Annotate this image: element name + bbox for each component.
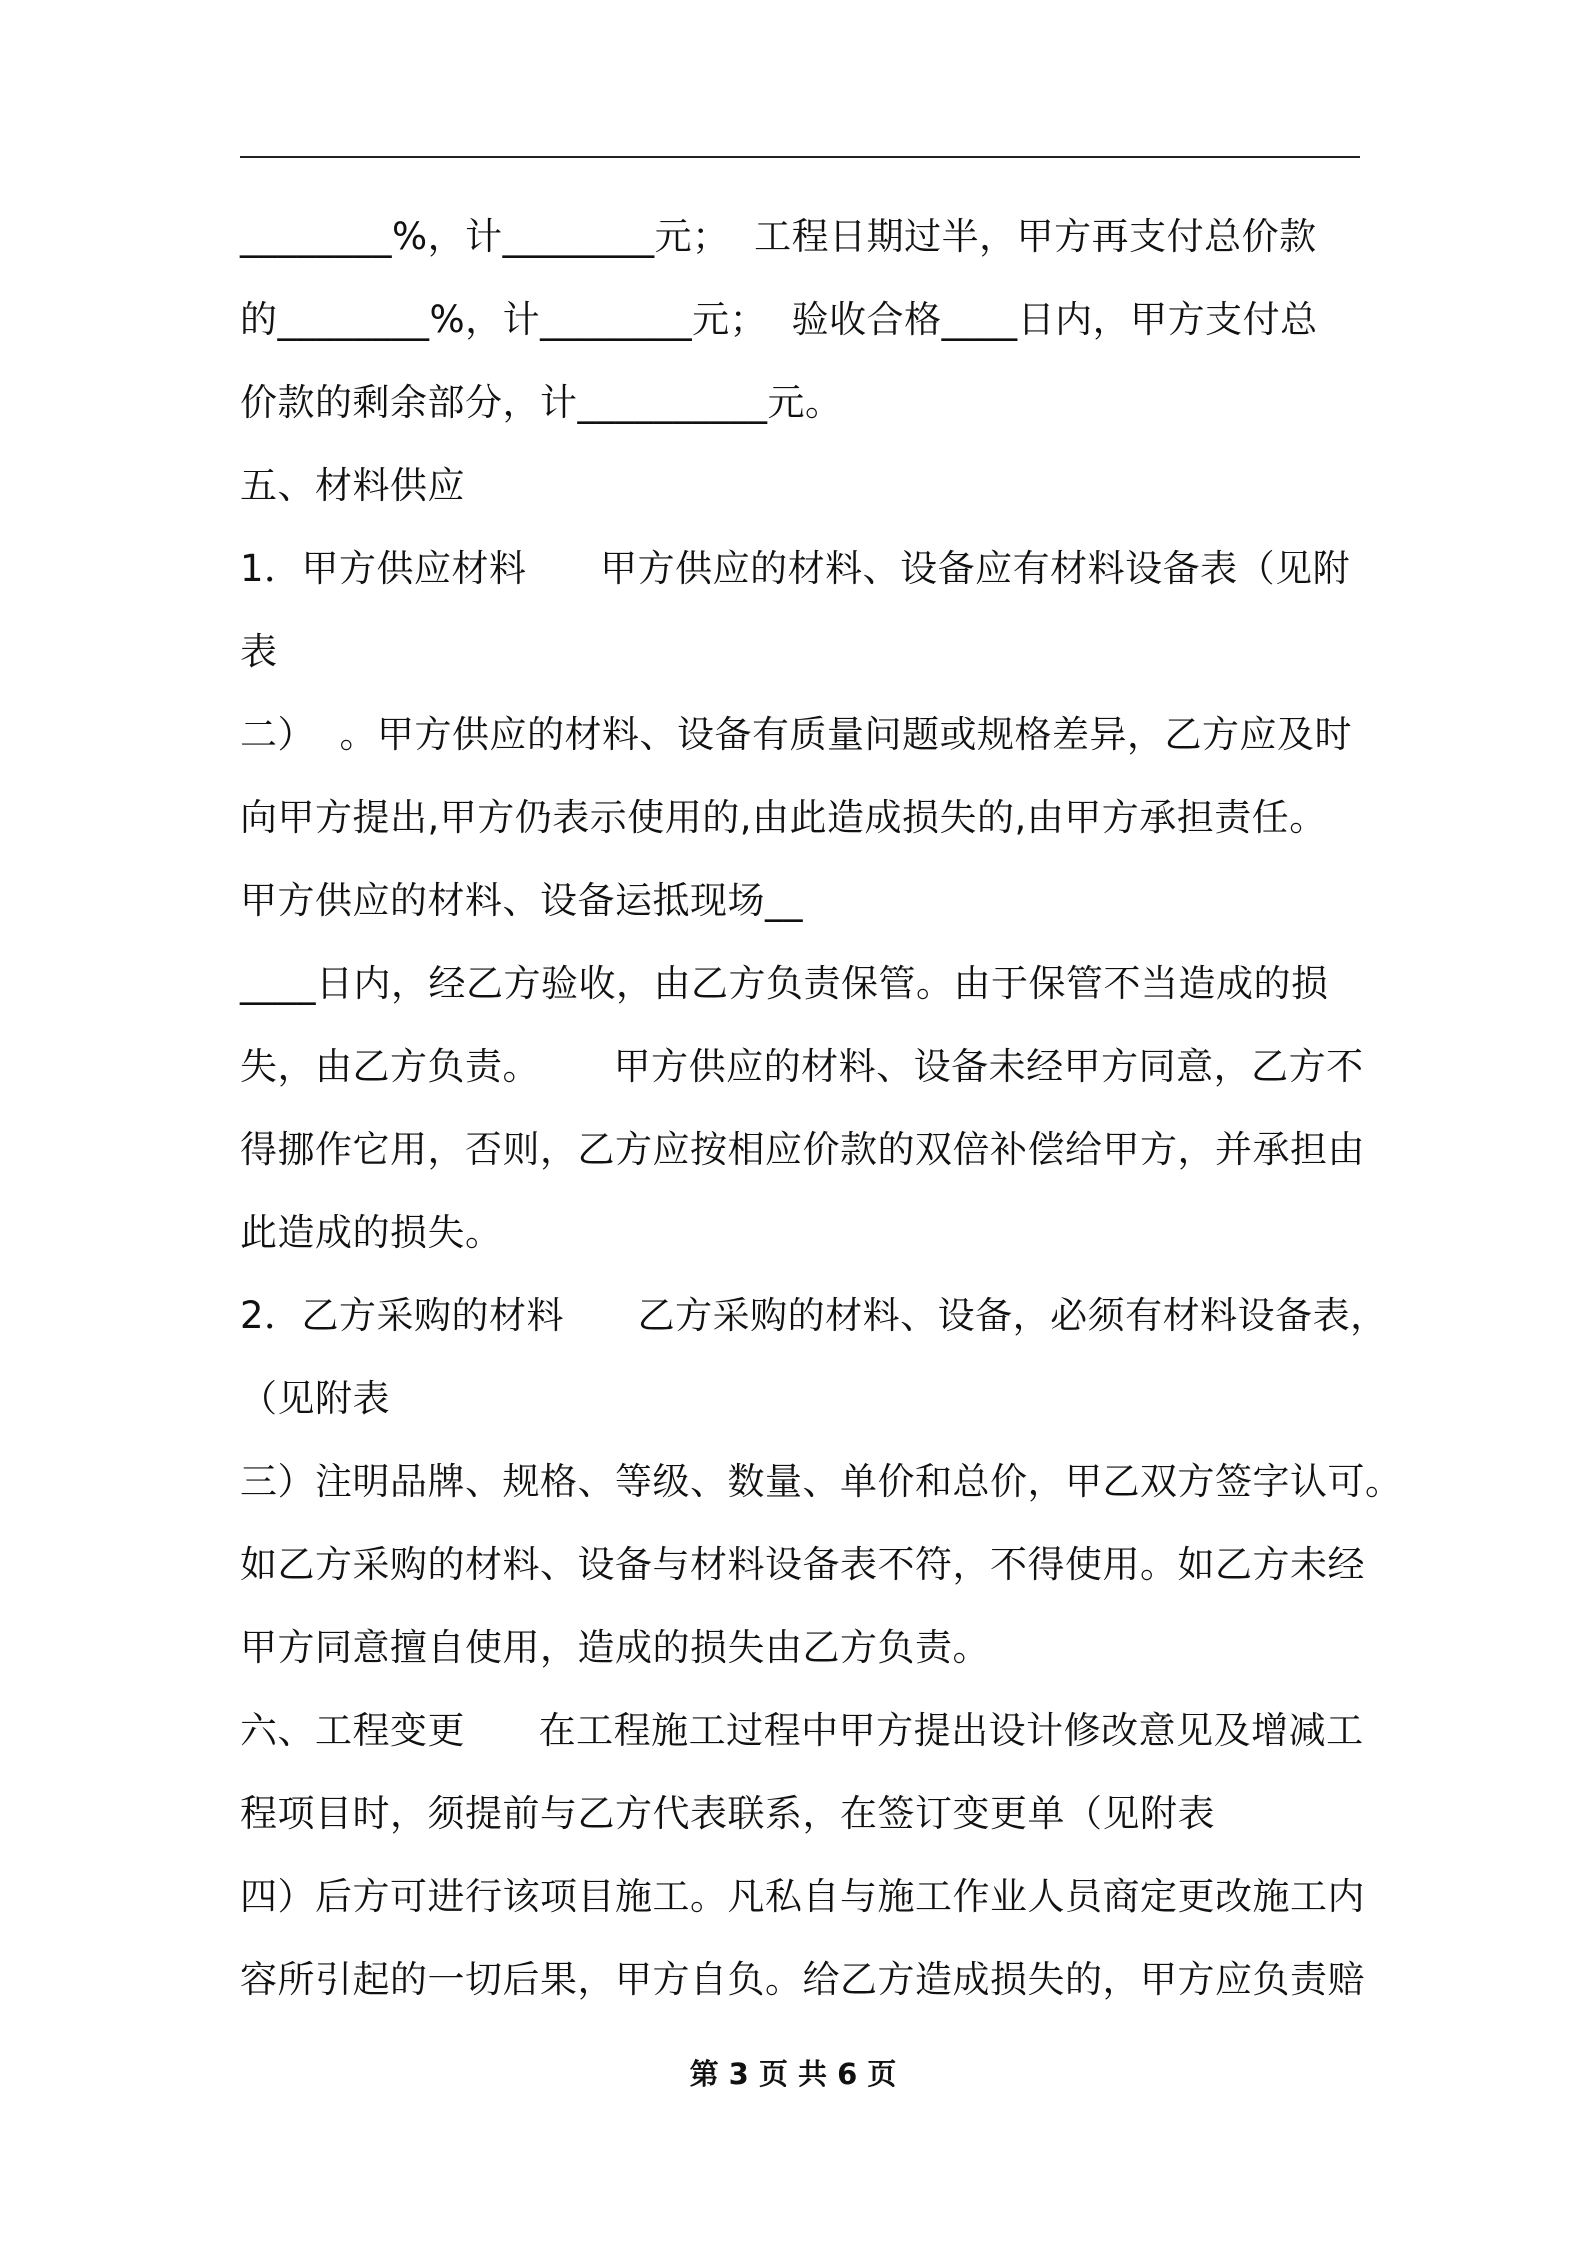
text-line: 价款的剩余部分，计__________元。 bbox=[240, 381, 843, 424]
text-line: 四）后方可进行该项目施工。凡私自与施工作业人员商定更改施工内 bbox=[240, 1875, 1365, 1918]
page-number-footer: 第 3 页 共 6 页 bbox=[689, 2057, 897, 2091]
section-heading-materials: 五、材料供应 bbox=[240, 464, 465, 507]
text-line: 二） 。甲方供应的材料、设备有质量问题或规格差异，乙方应及时 bbox=[240, 713, 1353, 756]
text-line: （见附表 bbox=[240, 1377, 390, 1420]
text-line: 甲方同意擅自使用，造成的损失由乙方负责。 bbox=[240, 1626, 990, 1669]
text-line: 向甲方提出,甲方仍表示使用的,由此造成损失的,由甲方承担责任。 bbox=[240, 796, 1327, 839]
text-line: 甲方供应的材料、设备运抵现场__ bbox=[240, 879, 803, 922]
text-line: 2．乙方采购的材料 乙方采购的材料、设备，必须有材料设备表， bbox=[240, 1294, 1388, 1337]
text-line: ________%，计________元； 工程日期过半，甲方再支付总价款 bbox=[240, 215, 1317, 258]
text-line: 此造成的损失。 bbox=[240, 1211, 503, 1254]
text-line: 失，由乙方负责。 甲方供应的材料、设备未经甲方同意，乙方不 bbox=[240, 1045, 1364, 1088]
document-body bbox=[240, 195, 1420, 2021]
text-line: 程项目时，须提前与乙方代表联系，在签订变更单（见附表 bbox=[240, 1792, 1215, 1835]
text-line: 表 bbox=[240, 630, 278, 673]
section-heading-changes: 六、工程变更 在工程施工过程中甲方提出设计修改意见及增减工 bbox=[240, 1709, 1364, 1752]
text-line: 三）注明品牌、规格、等级、数量、单价和总价，甲乙双方签字认可。 bbox=[240, 1460, 1403, 1503]
text-line: 如乙方采购的材料、设备与材料设备表不符，不得使用。如乙方未经 bbox=[240, 1543, 1365, 1586]
header-rule bbox=[240, 156, 1360, 158]
text-line: 容所引起的一切后果，甲方自负。给乙方造成损失的，甲方应负责赔 bbox=[240, 1958, 1365, 2001]
text-line: 的________%，计________元； 验收合格____日内，甲方支付总 bbox=[240, 298, 1318, 341]
text-line: 得挪作它用，否则，乙方应按相应价款的双倍补偿给甲方，并承担由 bbox=[240, 1128, 1365, 1171]
text-line: 1．甲方供应材料 甲方供应的材料、设备应有材料设备表（见附 bbox=[240, 547, 1351, 590]
text-line: ____日内，经乙方验收，由乙方负责保管。由于保管不当造成的损 bbox=[240, 962, 1329, 1005]
